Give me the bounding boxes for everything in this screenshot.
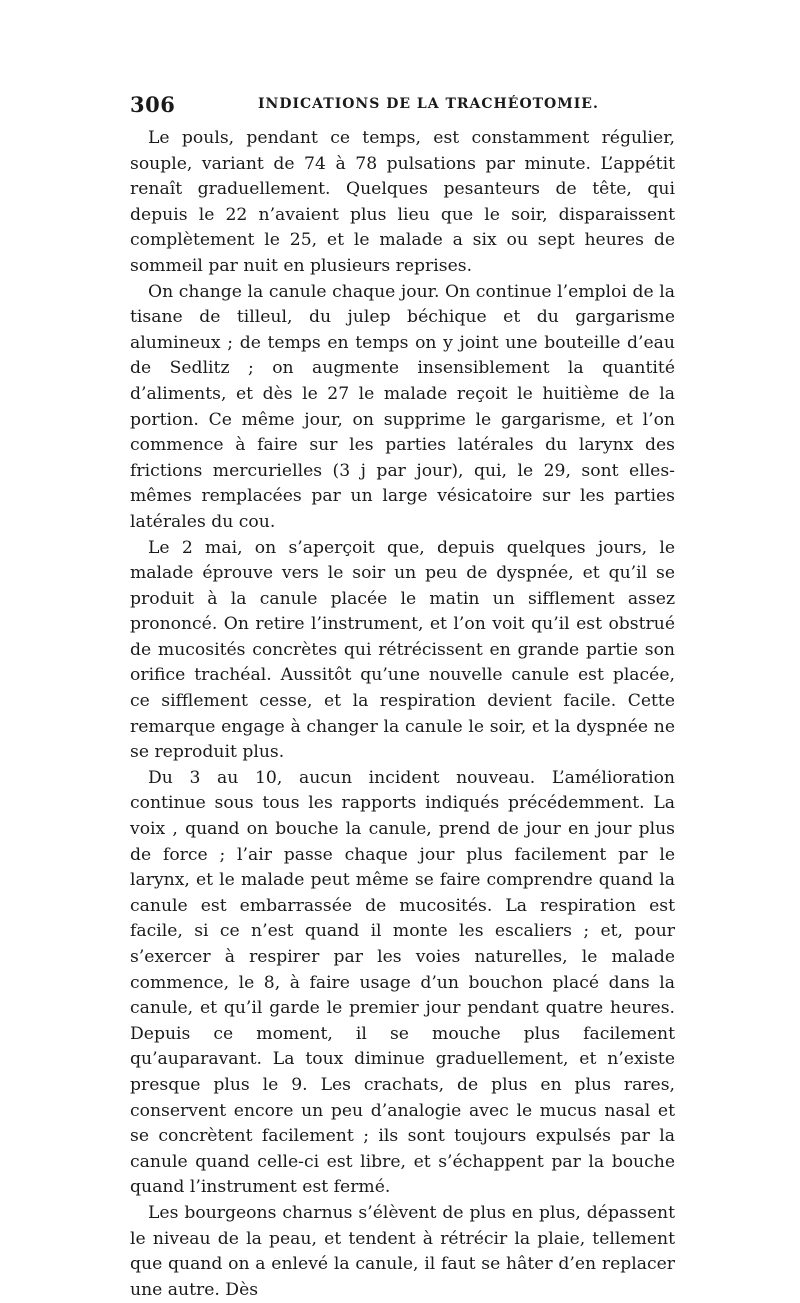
running-head	[130, 92, 675, 122]
paragraph-may-3-10: Du 3 au 10, aucun incident nouveau. L’amélioration continue sous tous les rapports indiqués précédemment. La voix , quand on bouche la canule, prend de jour en jour plus de force ; l’air passe chaque jour plus facilement par le larynx, et le malade peut même se faire comprendre quand la canule est embarrassée de mucosités. La respiration est facile, si ce n’est quand il monte les escaliers ; et, pour s’exercer à respirer par les voies naturelles, le malade commence, le 8, à faire usage d’un bouchon placé dans la canule, et qu’il garde le premier jour pendant quatre heures. Depuis ce moment, il se mouche plus facilement qu’auparavant. La toux diminue graduellement, et n’existe presque plus le 9. Les crachats, de plus en plus rares, conservent encore un peu d’analogie avec le mucus nasal et se concrètent facilement ; ils sont toujours expulsés par la canule quand celle-ci est libre, et s’échappent par la bouche quand l’instrument est fermé.	[130, 767, 675, 1198]
paragraph-cannula-change: On change la canule chaque jour. On continue l’emploi de la tisane de tilleul, du julep béchique et du gargarisme alumineux ; de temps en temps on y joint une bouteille d’eau de Sedlitz ; on augmente insensiblement la quantité d’aliments, et dès le 27 le malade reçoit le huitième de la portion. Ce même jour, on supprime le gargarisme, et l’on commence à faire sur les parties latérales du larynx des frictions mercurielles (3 j par jour), qui, le 29, sont elles-mêmes remplacées par un large vésicatoire sur les parties latérales du cou.	[130, 281, 675, 532]
paragraph-may-2: Le 2 mai, on s’aperçoit que, depuis quelques jours, le malade éprouve vers le soir un peu de dyspnée, et qu’il se produit à la canule placée le matin un sifflement assez prononcé. On retire l’instrument, et l’on voit qu’il est obstrué de mucosités concrètes qui rétrécissent en grande partie son orifice trachéal. Aussitôt qu’une nouvelle canule est placée, ce sifflement cesse, et la respiration devient facile. Cette remarque engage à changer la canule le soir, et la dyspnée ne se reproduit plus.	[130, 537, 675, 763]
running-title: INDICATIONS DE LA TRACHÉOTOMIE.	[258, 96, 599, 112]
page-number: 306	[130, 92, 176, 117]
paragraph-granulations: Les bourgeons charnus s’élèvent de plus en plus, dépassent le niveau de la peau, et tendent à rétrécir la plaie, tellement que quand on a enlevé la canule, il faut se hâter d’en replacer une autre. Dès	[130, 1202, 675, 1300]
paragraph-pulse: Le pouls, pendant ce temps, est constamment régulier, souple, variant de 74 à 78 pulsations par minute. L’appétit renaît graduellement. Quelques pesanteurs de tête, qui depuis le 22 n’avaient plus lieu que le soir, disparaissent complètement le 25, et le malade a six ou sept heures de sommeil par nuit en plusieurs reprises.	[130, 128, 675, 276]
body-text	[130, 126, 675, 1303]
book-page	[130, 92, 675, 1303]
